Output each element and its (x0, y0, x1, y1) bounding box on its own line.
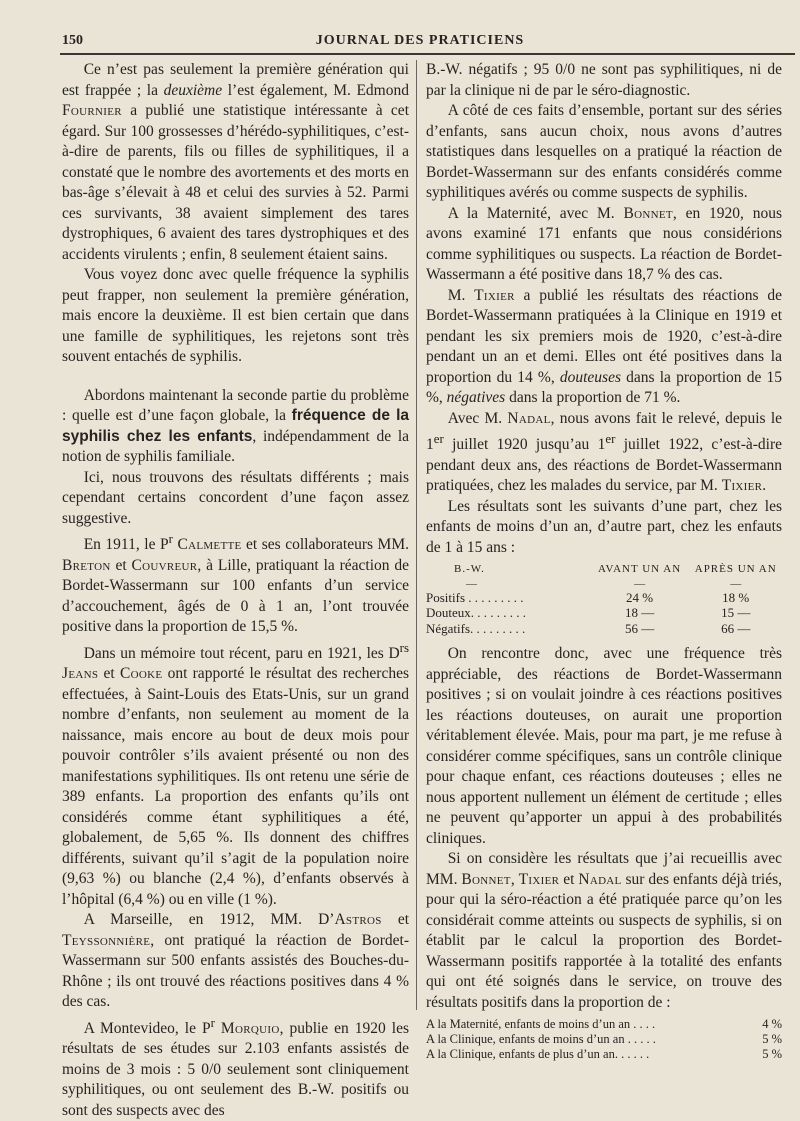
table-header-avant: AVANT UN AN (598, 563, 682, 576)
row-avant: 24 % (626, 589, 654, 605)
summary-row (426, 1032, 782, 1047)
paragraph-frequence-generation: Vous voyez donc avec quelle fréquence la syphilis peut frapper, non seulement la première génération, mais encore la deuxième. Il est bien certain que dans une famille de syphilitiques, les rejetons sont très souvent entachés de syphilis. (62, 266, 409, 365)
table-header-bw: B.-W. (454, 563, 485, 576)
row-apres: 15 — (721, 605, 751, 621)
right-column (426, 60, 782, 1062)
summary-row (426, 1017, 782, 1032)
left-column (62, 60, 409, 1121)
paragraph-continuation: B.-W. négatifs ; 95 0/0 ne sont pas syphilitiques, ni de par la clinique ni de par le séro-diagnostic. (426, 61, 782, 99)
paragraph-maternite: A la Maternité, avec M. Bonnet, en 1920, nous avons examiné 171 enfants que nous considérions comme syphilitiques ou suspects. La réaction de Bordet-Wassermann a été positive dans 18,7 % des cas. (426, 204, 782, 283)
row-avant: 18 — (624, 605, 655, 621)
bw-results-table (426, 562, 782, 636)
table-row (426, 621, 782, 637)
row-label: Positifs . . . . . . . . . (426, 589, 524, 605)
table-header-apres: APRÈS UN AN (694, 563, 777, 576)
paragraph-nadal: Avec M. Nadal, nous avons fait le relevé, depuis le 1er juillet 1920 jusqu’au 1er juillet 1922, c’est-à-dire pendant deux ans, des réactions de Bordet-Wassermann pratiquées, chez les malades du service, par M. Tixier. (426, 409, 783, 495)
row-avant: 56 — (624, 620, 655, 636)
table-row (426, 605, 782, 621)
paragraph-montevideo: A Montevideo, le $P^r$ Morquio, publie en 1920 les résultats de ses études sur 2.103 enfants assistés de moins de 3 mois : 5 0/0 seulement sont cliniquement syphilitiques, ou ont seulement des B.-W. positifs ou sont des suspects avec des (62, 1014, 410, 1119)
paragraph-frequence-appreciable: On rencontre donc, avec une fréquence très appréciable, des réactions de Bordet-Wassermann positives ; si on voulait joindre à ces réactions positives les réactions douteuses, on aurait une proportion véritablement élevée. Mais, pour ma part, je me refuse à considérer comme spécifiques, sans un contrôle clinique pour chaque enfant, ces réactions douteuses ; elles ne nous apportent nullement un élément de certitude ; elles ne peuvent qu’apporter un appui à des probabilités cliniques. (426, 645, 782, 847)
row-label: Douteux. . . . . . . . . (426, 605, 527, 621)
paragraph-tixier: M. Tixier a publié les résultats des réactions de Bordet-Wassermann pratiquées à la Clinique en 1919 et pendant les six premiers mois de 1920, c’est-à-dire pendant un an et demi. Elles ont été positives dans la proportion du 14 %, douteuses dans la proportion de 15 %, négatives dans la proportion de 71 %. (426, 286, 782, 406)
paragraph-resultats-suivants: Les résultats sont les suivants d’une part, chez les enfants de moins d’un an, d’autre part, chez les enfauts de 1 à 15 ans : (426, 497, 782, 556)
summary-value: 5 % (762, 1047, 782, 1062)
paragraph-resultats-differents: Ici, nous trouvons des résultats différents ; mais cependant certains concordent d’une façon assez suggestive. (62, 468, 409, 527)
row-label: Négatifs. . . . . . . . . (426, 620, 526, 636)
page-number: 150 (62, 33, 83, 48)
table-dash-row: — — — (466, 577, 742, 590)
row-apres: 66 — (721, 620, 751, 636)
summary-value: 5 % (762, 1032, 782, 1047)
header-rule (60, 53, 795, 55)
journal-title: JOURNAL DES PRATICIENS (315, 33, 525, 48)
row-apres: 18 % (722, 589, 750, 605)
paragraph-considere-resultats: Si on considère les résultats que j’ai recueillis avec MM. Bonnet, Tixier et Nadal sur des enfants déjà triés, pour qui la séro-réaction a été pratiquée parce qu’on les considérait comme atteints ou suspects de syphilis, si on établit par le calcul la proportion des Bordet-Wassermann positifs rapportée à la totalité des enfants qui ont été soignés dans le service, on trouve des résultats positifs dans la proportion de : (426, 850, 783, 1011)
table-header-row (426, 562, 782, 578)
paragraph-seconde-partie: Abordons maintenant la seconde partie du problème : quelle est d’une façon globale, la fréquence de la syphilis chez les enfants, indépendamment de la notion de syphilis familiale. (62, 386, 410, 465)
paragraph-calmette: En 1911, le $P^r$ Calmette et ses collaborateurs MM. Breton et Couvreur, à Lille, pratiquant la réaction de Bordet-Wassermann sur 100 enfants d’un service d’accouchement, âgés de 0 à 1 an, l’ont trouvée positive dans la proportion de 15,5 %. (62, 531, 409, 636)
column-divider (416, 60, 417, 1010)
summary-value: 4 % (762, 1017, 782, 1032)
table-row (426, 590, 782, 606)
paragraph-jeans-cooke: Dans un mémoire tout récent, paru en 1921, les $D^{rs}$ Jeans et Cooke ont rapporté le résultat des recherches effectuées, à Saint-Louis des Etats-Unis, sur un grand nombre d’enfants, non seulement au moment de la naissance, mais encore au bout de deux mois pour pouvoir contrôler s’ils avaient présenté ou non des manifestations syphilitiques. Ils ont retenu une série de 389 enfants. La proportion des enfants qu’ils ont considérés comme étant syphilitiques a été, globalement, de 5,65 %. Ils donnent des chiffres différents, suivant qu’il s’agit de la population noire (9,63 %) ou blanche (2,4 %), d’enfants observés à l’hôpital (6,4 %) ou en ville (1 %). (62, 639, 410, 908)
paragraph-fournier: Ce n’est pas seulement la première génération qui est frappée ; la deuxième l’est également, M. Edmond Fournier a publié une statistique intéressante à cet égard. Sur 100 grossesses d’hérédo-syphilitiques, c’est-à-dire de parents, fils ou filles de syphilitiques, il a constaté que le nombre des avortements et des morts en bas-âge s’élevait à 48 et celui des survies à 52. Parmi ces survivants, 38 avaient simplement des tares dystrophiques, 6 avaient des tares dystrophiques et des accidents virulents ; enfin, 8 seulement étaient sains. (62, 61, 409, 263)
summary-table (426, 1017, 782, 1062)
summary-row (426, 1047, 782, 1062)
paragraph-marseille: A Marseille, en 1912, MM. D’Astros et Teyssonnière, ont pratiqué la réaction de Bordet-Wassermann sur 500 enfants assistés des Bouches-du-Rhône ; ils ont trouvé des réactions positives dans 4 % des cas. (62, 911, 409, 1011)
summary-label: A la Maternité, enfants de moins d’un an . . . . (426, 1017, 656, 1032)
summary-label: A la Clinique, enfants de moins d’un an . . . . . (426, 1032, 656, 1047)
summary-label: A la Clinique, enfants de plus d’un an. . . . . . (426, 1047, 650, 1062)
paragraph-faits-ensemble: A côté de ces faits d’ensemble, portant sur des séries d’enfants, sans aucun choix, nous avons d’autres statistiques dans lesquelles on a pratiqué la réaction de Bordet-Wassermann sur des enfants considérés comme syphilitiques avérés ou comme suspects de syphilis. (426, 102, 782, 201)
